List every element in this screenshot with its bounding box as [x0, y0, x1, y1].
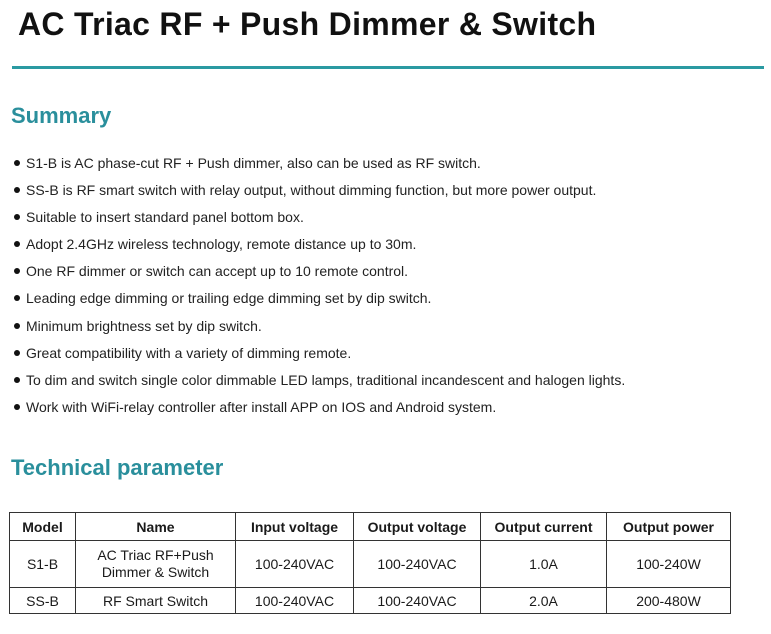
summary-item-text: Great compatibility with a variety of dimming remote.	[26, 344, 352, 361]
summary-item	[14, 397, 625, 424]
summary-heading: Summary	[11, 103, 112, 128]
summary-item-text: S1-B is AC phase-cut RF + Push dimmer, also can be used as RF switch.	[26, 155, 481, 171]
cell-output-voltage: 100-240VAC	[354, 588, 481, 614]
summary-item	[14, 288, 625, 315]
summary-item-text: Minimum brightness set by dip switch.	[26, 317, 262, 334]
title-divider	[12, 66, 764, 69]
cell-name-line: AC Triac RF+Push	[97, 547, 214, 563]
column-header-model: Model	[10, 513, 76, 541]
summary-item	[14, 370, 625, 397]
cell-model: SS-B	[10, 588, 76, 614]
table-row	[10, 588, 731, 614]
bullet-icon	[14, 241, 20, 247]
column-header-output-current: Output current	[481, 513, 607, 541]
technical-parameter-heading: Technical parameter	[11, 455, 224, 480]
cell-output-power: 200-480W	[607, 588, 731, 614]
summary-item	[14, 343, 625, 370]
table-row	[10, 541, 731, 588]
bullet-icon	[14, 295, 20, 301]
bullet-icon	[14, 187, 20, 193]
cell-output-current: 2.0A	[481, 588, 607, 614]
column-header-output-power: Output power	[607, 513, 731, 541]
bullet-icon	[14, 160, 20, 166]
summary-item	[14, 153, 625, 180]
cell-input-voltage: 100-240VAC	[236, 541, 354, 588]
summary-item	[14, 234, 625, 261]
summary-item	[14, 180, 625, 207]
cell-output-current: 1.0A	[481, 541, 607, 588]
summary-item-text: Leading edge dimming or trailing edge dimming set by dip switch.	[26, 290, 432, 307]
bullet-icon	[14, 268, 20, 274]
summary-item-text: To dim and switch single color dimmable LED lamps, traditional incandescent and halogen lights.	[26, 371, 626, 388]
bullet-icon	[14, 404, 20, 410]
cell-output-voltage: 100-240VAC	[354, 541, 481, 588]
cell-name	[76, 541, 236, 588]
summary-item	[14, 207, 625, 234]
cell-model: S1-B	[10, 541, 76, 588]
table-header-row	[10, 513, 731, 541]
summary-item-text: Adopt 2.4GHz wireless technology, remote distance up to 30m.	[26, 236, 417, 253]
cell-output-power: 100-240W	[607, 541, 731, 588]
column-header-input-voltage: Input voltage	[236, 513, 354, 541]
summary-list	[14, 153, 625, 424]
cell-name: RF Smart Switch	[76, 588, 236, 614]
column-header-output-voltage: Output voltage	[354, 513, 481, 541]
cell-name-line: Dimmer & Switch	[101, 564, 210, 580]
summary-item-text: Suitable to insert standard panel bottom box.	[26, 209, 304, 226]
bullet-icon	[14, 214, 20, 220]
summary-item-text: SS-B is RF smart switch with relay output, without dimming function, but more power output.	[26, 182, 597, 199]
bullet-icon	[14, 377, 20, 383]
bullet-icon	[14, 350, 20, 356]
summary-item-text: One RF dimmer or switch can accept up to 10 remote control.	[26, 263, 409, 280]
summary-item-text: Work with WiFi-relay controller after install APP on IOS and Android system.	[26, 398, 497, 415]
technical-parameter-table	[9, 512, 731, 614]
column-header-name: Name	[76, 513, 236, 541]
summary-item	[14, 261, 625, 288]
cell-input-voltage: 100-240VAC	[236, 588, 354, 614]
bullet-icon	[14, 323, 20, 329]
summary-item	[14, 316, 625, 343]
page-title: AC Triac RF + Push Dimmer & Switch	[18, 6, 597, 42]
